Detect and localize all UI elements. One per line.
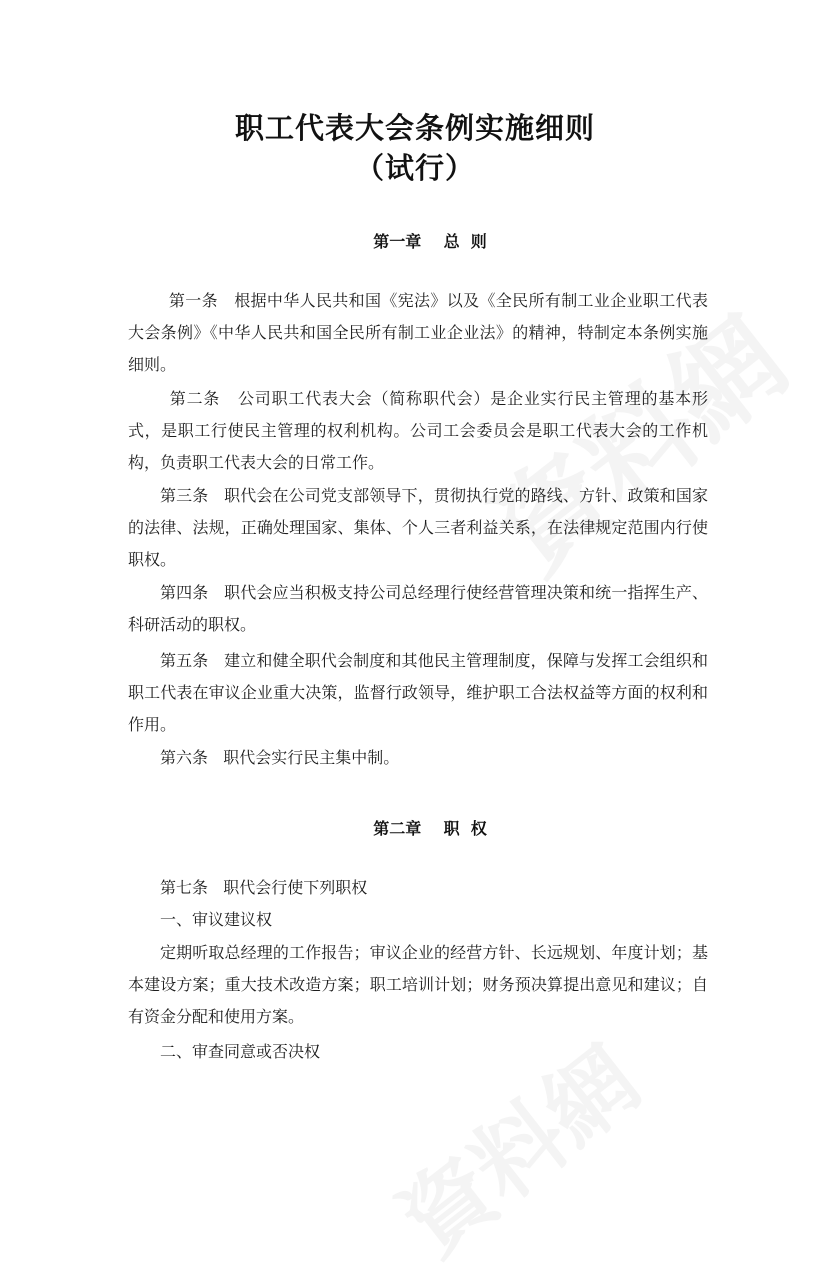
article-text: 公司职工代表大会（简称职代会）是企业实行民主管理的基本形式，是职工行使民主管理的权利机构。公司工会委员会是职工代表大会的工作机构，负责职工代表大会的日常工作。 (128, 389, 708, 472)
article-number: 第一条 (158, 291, 235, 310)
document-subtitle: （试行） (354, 151, 475, 185)
article-text: 职代会实行民主集中制。 (223, 748, 400, 767)
chapter-heading: 第一章 总 则 (373, 232, 487, 251)
document-title: 职工代表大会条例实施细则 (234, 111, 595, 145)
article-text: 职代会在公司党支部领导下，贯彻执行党的路线、方针、政策和国家的法律、法规，正确处理国家、集体、个人三者利益关系，在法律规定范围内行使职权。 (128, 486, 708, 569)
article-paragraph: 定期听取总经理的工作报告；审议企业的经营方针、长远规划、年度计划；基本建设方案；重大技术改造方案；职工培训计划；财务预决算提出意见和建议；自有资金分配和使用方案。 (128, 943, 708, 1026)
article-text: 根据中华人民共和国《宪法》以及《全民所有制工业企业职工代表大会条例》《中华人民共和国全民所有制工业企业法》的精神，特制定本条例实施细则。 (128, 291, 708, 374)
article-number: 第四条 (160, 583, 225, 602)
list-heading: 一、审议建议权 (160, 910, 273, 929)
article-number: 第五条 (160, 651, 225, 670)
article-number: 第三条 (160, 486, 225, 505)
article-paragraph (128, 742, 708, 774)
article-paragraph (128, 577, 708, 641)
article-number: 第六条 (160, 748, 224, 767)
list-heading: 二、审查同意或否决权 (160, 1042, 321, 1061)
watermark (369, 1011, 662, 1279)
article-text: 建立和健全职代会制度和其他民主管理制度，保障与发挥工会组织和职工代表在审议企业重大决策，监督行政领导，维护职工合法权益等方面的权利和作用。 (128, 651, 708, 734)
article-paragraph (128, 645, 708, 741)
article-paragraph (128, 285, 708, 381)
article-paragraph (128, 383, 708, 479)
article-paragraph (128, 480, 708, 576)
chapter-heading: 第二章 职 权 (373, 819, 487, 838)
article-text: 职代会应当积极支持公司总经理行使经营管理决策和统一指挥生产、科研活动的职权。 (128, 583, 708, 634)
article-paragraph: 第七条 职代会行使下列职权 (160, 878, 368, 897)
article-number: 第二条 (158, 389, 238, 408)
